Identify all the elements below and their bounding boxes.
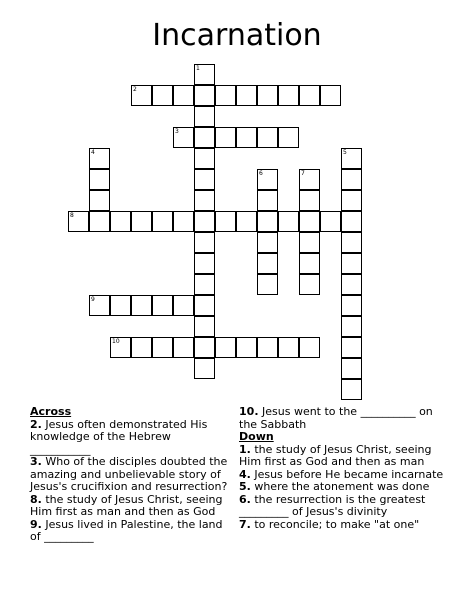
grid-cell[interactable] [257,253,278,274]
clue-across-10: 10. Jesus went to the __________ on the Sabbath [239,405,433,431]
grid-cell[interactable] [341,211,362,232]
clue-down-1: 1. the study of Jesus Christ, seeing Him first as God and then as man [239,442,432,468]
clue-across-2: 2. Jesus often demonstrated His knowledge of the Hebrew ___________ [30,417,208,456]
grid-number: 7 [301,170,305,177]
grid-cell[interactable] [89,190,110,211]
grid-cell[interactable] [341,358,362,379]
grid-number: 2 [133,86,137,93]
clue-text: Jesus went to the __________ on the Sabbath [239,405,433,431]
grid-cell[interactable] [194,274,215,295]
clue-across-8: 8. the study of Jesus Christ, seeing Him first as man and then as God [30,492,223,518]
grid-cell[interactable] [194,232,215,253]
grid-cell[interactable] [110,211,131,232]
clue-down-4: 4. Jesus before He became incarnate [239,467,444,481]
grid-cell[interactable] [131,211,152,232]
clue-text: Jesus before He became incarnate [254,467,444,481]
grid-cell[interactable] [257,337,278,358]
grid-cell[interactable] [341,253,362,274]
across-heading: Across [30,405,72,418]
across-clues [30,406,228,544]
grid-cell[interactable] [257,190,278,211]
grid-cell[interactable] [320,211,341,232]
clue-down-7: 7. to reconcile; to make "at one" [239,517,420,531]
clue-number: 7 [239,517,247,531]
grid-cell[interactable] [299,232,320,253]
grid-cell[interactable] [236,211,257,232]
grid-cell[interactable] [89,211,110,232]
grid-cell[interactable] [341,379,362,400]
clue-text: the resurrection is the greatest _________ of Jesus's divinity [239,492,426,518]
grid-cell[interactable] [89,169,110,190]
grid-cell[interactable] [194,337,215,358]
grid-cell[interactable] [215,337,236,358]
clue-number: 4 [239,467,247,481]
grid-cell[interactable] [194,106,215,127]
grid-cell[interactable] [299,253,320,274]
grid-cell[interactable] [194,85,215,106]
grid-cell[interactable] [341,337,362,358]
grid-cell[interactable] [341,316,362,337]
grid-cell[interactable] [236,85,257,106]
clue-text: Who of the disciples doubted the amazing and unbelievable story of Jesus's crucifixion and resurrection? [30,455,228,493]
grid-number: 5 [343,149,347,156]
grid-cell[interactable] [257,211,278,232]
grid-cell[interactable] [173,85,194,106]
grid-cell[interactable] [299,85,320,106]
grid-number: 9 [91,296,95,303]
grid-cell[interactable] [194,211,215,232]
grid-cell[interactable] [257,274,278,295]
clue-text: to reconcile; to make "at one" [254,517,420,531]
clue-text: the study of Jesus Christ, seeing Him first as God and then as man [239,442,432,468]
grid-cell[interactable] [320,85,341,106]
grid-number: 4 [91,149,95,156]
grid-cell[interactable] [194,169,215,190]
grid-cell[interactable] [299,337,320,358]
clue-text: Jesus lived in Palestine, the land of _________ [30,517,223,543]
grid-cell[interactable] [257,127,278,148]
grid-cell[interactable] [341,169,362,190]
clue-number: 1 [239,442,247,456]
clue-across-3: 3. Who of the disciples doubted the amazing and unbelievable story of Jesus's crucifixion and resurrection? [30,455,228,493]
grid-cell[interactable] [152,85,173,106]
clue-number: 10 [239,405,255,418]
grid-cell[interactable] [278,127,299,148]
grid-cell[interactable] [341,274,362,295]
clue-text: the study of Jesus Christ, seeing Him first as man and then as God [30,492,223,518]
grid-cell[interactable] [341,232,362,253]
clue-across-9: 9. Jesus lived in Palestine, the land of _________ [30,517,223,543]
grid-number: 6 [259,170,263,177]
grid-cell[interactable] [194,190,215,211]
clue-number: 8 [30,492,38,506]
grid-cell[interactable] [152,337,173,358]
page-title: Incarnation [152,18,322,53]
grid-cell[interactable] [299,190,320,211]
grid-cell[interactable] [278,211,299,232]
grid-cell[interactable] [173,295,194,316]
clue-text: where the atonement was done [254,480,430,493]
grid-cell[interactable] [257,232,278,253]
grid-number: 1 [196,65,200,72]
grid-cell[interactable] [194,148,215,169]
grid-cell[interactable] [152,295,173,316]
grid-cell[interactable] [194,127,215,148]
grid-cell[interactable] [299,211,320,232]
clue-number: 9 [30,517,38,531]
grid-cell[interactable] [236,127,257,148]
clue-number: 5 [239,480,247,493]
grid-cell[interactable] [341,295,362,316]
clue-down-5: 5. where the atonement was done [239,480,430,493]
grid-cell[interactable] [173,211,194,232]
clue-number: 6 [239,492,247,506]
grid-cell[interactable] [194,316,215,337]
grid-cell[interactable] [299,274,320,295]
clue-number: 2 [30,417,38,431]
grid-cell[interactable] [341,190,362,211]
clue-down-6: 6. the resurrection is the greatest _________ of Jesus's divinity [239,492,426,518]
down-clues [239,406,449,531]
grid-number: 10 [112,338,120,345]
down-heading: Down [239,430,274,443]
grid-number: 8 [70,212,74,219]
grid-cell[interactable] [215,127,236,148]
grid-cell[interactable] [173,337,194,358]
grid-cell[interactable] [194,295,215,316]
grid-cell[interactable] [110,295,131,316]
clue-text: Jesus often demonstrated His knowledge of the Hebrew ___________ [30,417,208,456]
grid-cell[interactable] [278,337,299,358]
grid-number: 3 [175,128,179,135]
grid-cell[interactable] [215,211,236,232]
grid-cell[interactable] [236,337,257,358]
clue-number: 3 [30,455,38,468]
grid-cell[interactable] [152,211,173,232]
grid-cell[interactable] [215,85,236,106]
grid-cell[interactable] [194,358,215,379]
grid-cell[interactable] [131,295,152,316]
grid-cell[interactable] [278,85,299,106]
grid-cell[interactable] [131,337,152,358]
grid-cell[interactable] [194,253,215,274]
grid-cell[interactable] [257,85,278,106]
